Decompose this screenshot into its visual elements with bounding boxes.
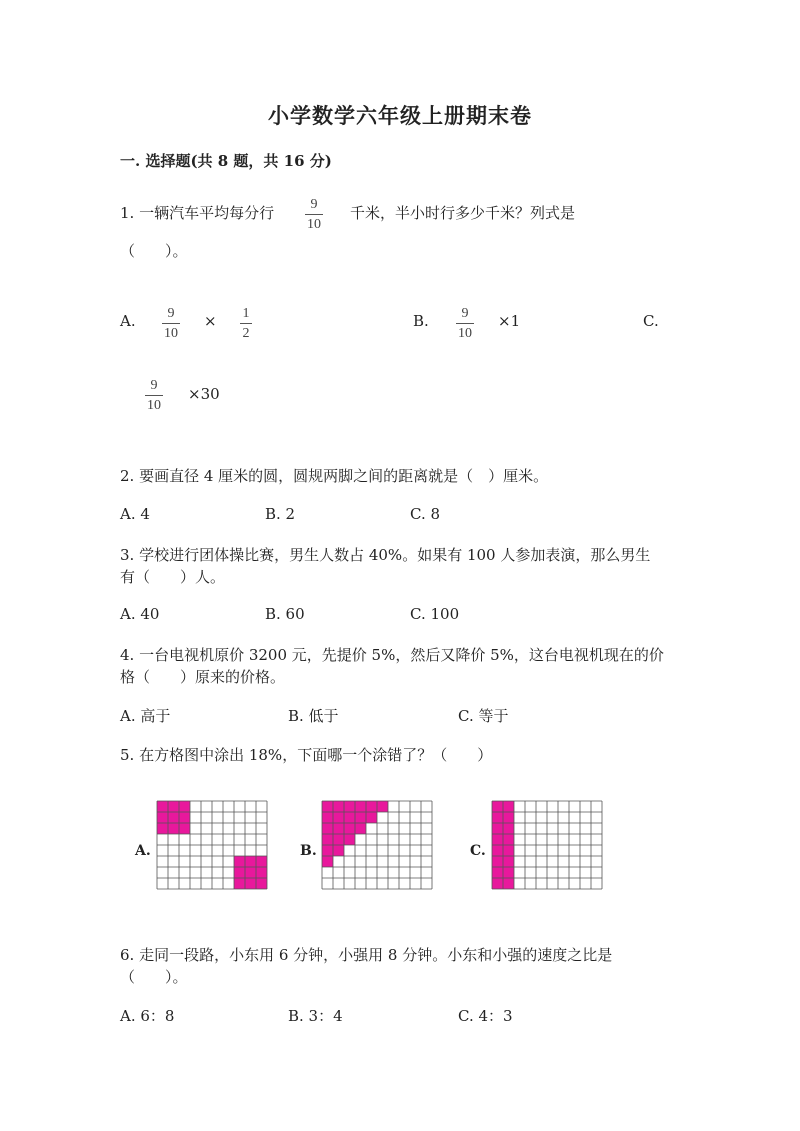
shaded-cell [157, 823, 168, 834]
page-title: 小学数学六年级上册期末卷 [268, 103, 532, 128]
grid-a-label: A. [135, 843, 151, 859]
shaded-cell [322, 801, 333, 812]
fraction-denominator: 10 [307, 217, 321, 232]
q4-stem-b: 格（ ）原来的价格。 [120, 668, 286, 686]
fraction-numerator: 9 [150, 378, 158, 393]
fraction-numerator: 9 [310, 197, 318, 212]
q6-stem-b: （ ）。 [120, 968, 188, 986]
shaded-cell [234, 867, 245, 878]
q1-option-b-fraction [456, 306, 474, 341]
shaded-cell [234, 878, 245, 889]
q2-stem: 2. 要画直径 4 厘米的圆，圆规两脚之间的距离就是（ ）厘米。 [120, 467, 549, 485]
shaded-cell [366, 801, 377, 812]
shaded-cell [503, 878, 514, 889]
q1-stem-b: 千米，半小时行多少千米？列式是 [350, 204, 576, 222]
shaded-cell [344, 823, 355, 834]
q4-option-b: B. 低于 [288, 707, 339, 725]
shaded-cell [503, 812, 514, 823]
fraction-numerator: 1 [242, 306, 250, 321]
q6-option-c: C. 4：3 [458, 1007, 513, 1025]
q1-option-c-label: C. [643, 312, 659, 330]
shaded-cell [355, 812, 366, 823]
shaded-cell [157, 812, 168, 823]
shaded-cell [492, 845, 503, 856]
shaded-cell [355, 823, 366, 834]
q3-stem-b: 有（ ）人。 [120, 568, 226, 586]
shaded-cell [322, 823, 333, 834]
q3-option-a: A. 40 [120, 605, 160, 623]
q1-option-a-fraction2 [240, 306, 252, 341]
q4-option-a: A. 高于 [120, 707, 171, 725]
fraction-denominator: 10 [164, 326, 178, 341]
shaded-cell [492, 856, 503, 867]
grid-a [156, 800, 270, 895]
shaded-cell [322, 812, 333, 823]
shaded-cell [256, 856, 267, 867]
q6-stem-a: 6. 走同一段路，小东用 6 分钟，小强用 8 分钟。小东和小强的速度之比是 [120, 946, 613, 964]
shaded-cell [157, 801, 168, 812]
shaded-cell [333, 823, 344, 834]
section-heading: 一. 选择题(共 8 题，共 16 分) [120, 152, 332, 170]
shaded-cell [377, 801, 388, 812]
shaded-cell [245, 878, 256, 889]
shaded-cell [256, 878, 267, 889]
shaded-cell [333, 812, 344, 823]
q3-stem-a: 3. 学校进行团体操比赛，男生人数占 40%。如果有 100 人参加表演，那么男生 [120, 546, 651, 564]
q6-option-a: A. 6：8 [120, 1007, 175, 1025]
q2-option-c: C. 8 [410, 505, 441, 523]
shaded-cell [503, 856, 514, 867]
shaded-cell [355, 801, 366, 812]
q2-option-a: A. 4 [120, 505, 150, 523]
q6-option-b: B. 3：4 [288, 1007, 343, 1025]
q4-stem-a: 4. 一台电视机原价 3200 元，先提价 5%，然后又降价 5%，这台电视机现在的价 [120, 646, 664, 664]
shaded-cell [245, 856, 256, 867]
shaded-cell [333, 834, 344, 845]
grid-b [321, 800, 435, 895]
shaded-cell [344, 812, 355, 823]
q1-option-c-tail: ×30 [188, 385, 220, 403]
shaded-cell [492, 834, 503, 845]
q1-option-b-tail: ×1 [498, 312, 521, 330]
shaded-cell [344, 834, 355, 845]
shaded-cell [168, 812, 179, 823]
grid-b-label: B. [300, 843, 317, 859]
shaded-cell [322, 845, 333, 856]
q2-option-b: B. 2 [265, 505, 296, 523]
shaded-cell [168, 801, 179, 812]
shaded-cell [503, 823, 514, 834]
q4-option-c: C. 等于 [458, 707, 509, 725]
q3-option-b: B. 60 [265, 605, 305, 623]
fraction-denominator: 10 [147, 398, 161, 413]
shaded-cell [492, 878, 503, 889]
shaded-cell [245, 867, 256, 878]
shaded-cell [492, 812, 503, 823]
fraction-denominator: 10 [458, 326, 472, 341]
shaded-cell [344, 801, 355, 812]
q1-stem-c: （ ）。 [120, 242, 188, 260]
shaded-cell [492, 823, 503, 834]
shaded-cell [256, 867, 267, 878]
q1-fraction [305, 197, 323, 232]
shaded-cell [179, 823, 190, 834]
q1-option-a-label: A. [120, 312, 136, 330]
fraction-denominator: 2 [242, 326, 250, 341]
q1-option-c-fraction [145, 378, 163, 413]
q3-option-c: C. 100 [410, 605, 460, 623]
shaded-cell [503, 867, 514, 878]
shaded-cell [503, 834, 514, 845]
grid-c-label: C. [470, 843, 486, 859]
shaded-cell [366, 812, 377, 823]
fraction-numerator: 9 [461, 306, 469, 321]
shaded-cell [503, 801, 514, 812]
shaded-cell [333, 845, 344, 856]
shaded-cell [179, 812, 190, 823]
shaded-cell [492, 801, 503, 812]
shaded-cell [333, 801, 344, 812]
q1-stem-a: 1. 一辆汽车平均每分行 [120, 204, 275, 222]
shaded-cell [322, 856, 333, 867]
q1-option-b-label: B. [413, 312, 429, 330]
fraction-numerator: 9 [167, 306, 175, 321]
shaded-cell [168, 823, 179, 834]
q1-option-a-fraction1 [162, 306, 180, 341]
shaded-cell [179, 801, 190, 812]
shaded-cell [322, 834, 333, 845]
q1-option-a-operator: × [204, 312, 217, 330]
shaded-cell [503, 845, 514, 856]
shaded-cell [492, 867, 503, 878]
grid-c [491, 800, 605, 895]
q5-stem: 5. 在方格图中涂出 18%，下面哪一个涂错了？（ ） [120, 746, 493, 764]
shaded-cell [234, 856, 245, 867]
